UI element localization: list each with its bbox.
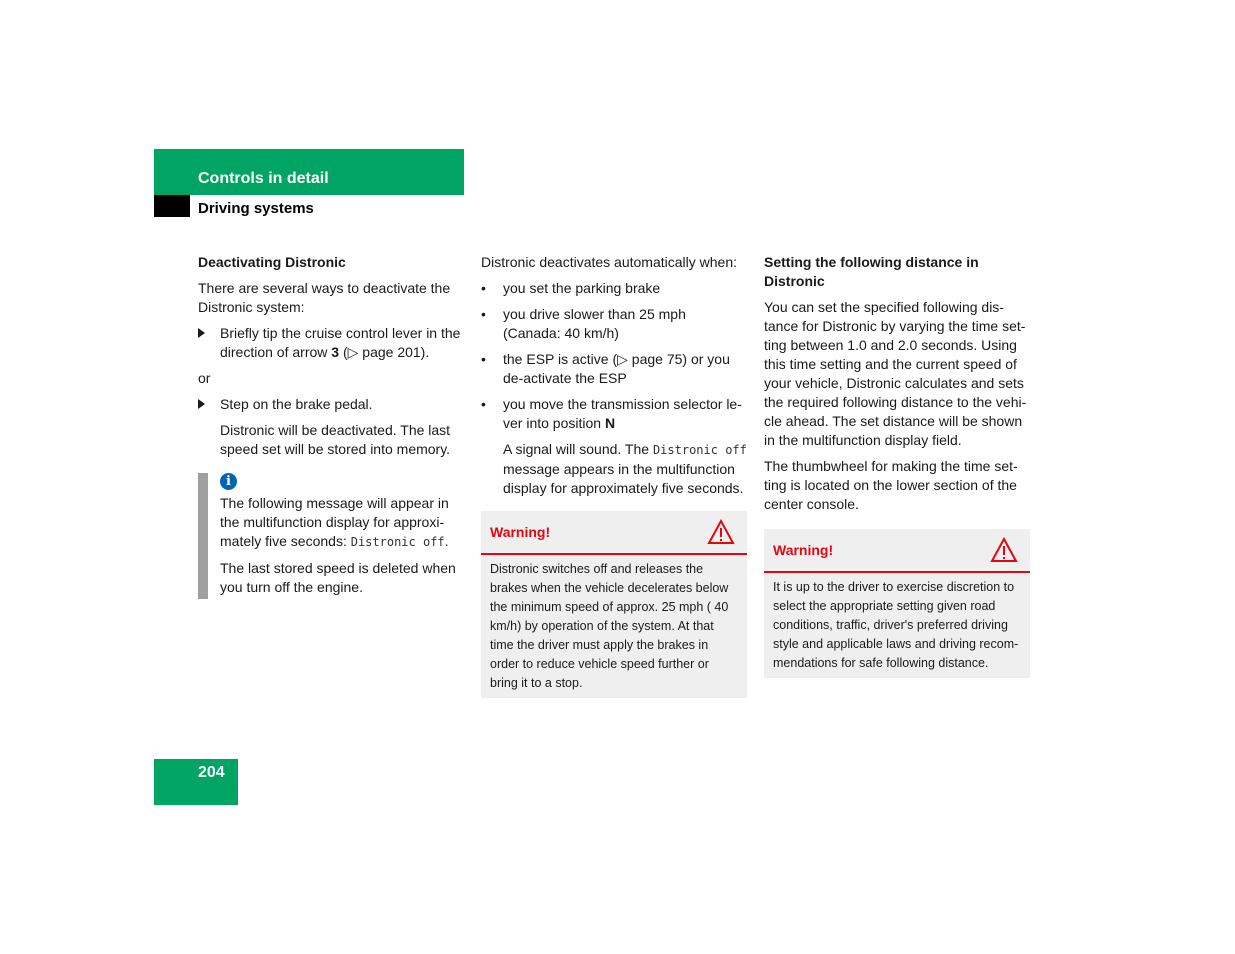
warning-title: Warning! xyxy=(773,542,834,558)
bullet-icon: • xyxy=(481,280,486,296)
bullet-icon: • xyxy=(481,351,486,367)
info-icon: i xyxy=(220,473,237,490)
column-middle xyxy=(481,253,747,698)
triangle-bullet-icon xyxy=(198,395,220,414)
triangle-bullet-icon xyxy=(198,324,220,343)
step-item: Briefly tip the cruise control lever in the direction of arrow 3 (▷ page 201). xyxy=(198,324,464,362)
or-text: or xyxy=(198,370,211,386)
subsection-marker xyxy=(154,195,190,217)
info-box xyxy=(198,473,464,597)
intro-text: Distronic deactivates automatically when: xyxy=(481,254,738,270)
column-right xyxy=(764,253,1030,678)
heading-following-distance: Setting the following distance in Distronic xyxy=(764,254,979,289)
warning-header xyxy=(481,511,747,555)
info-text: The last stored speed is deleted when you turn off the engine. xyxy=(220,560,456,595)
body-text: You can set the specified following dis-tance for Distronic by varying the time set-ting between 1.0 and 2.0 seconds. Using this time setting and the current speed of your vehicle, Distronic calculates and sets the required following distance to the vehi-cle ahead. The set distance will be shown in the multifunction display field. xyxy=(764,299,1027,448)
warning-box xyxy=(481,511,747,698)
info-bar xyxy=(198,473,208,599)
page-number: 204 xyxy=(198,764,225,781)
section-title: Controls in detail xyxy=(198,170,329,187)
display-message: Distronic off xyxy=(652,443,747,457)
warning-title: Warning! xyxy=(490,524,551,540)
bullet-icon: • xyxy=(481,396,486,412)
result-text: Distronic will be deactivated. The last speed set will be stored into memory. xyxy=(220,422,451,457)
subsection-title: Driving systems xyxy=(198,200,314,217)
list-item: • the ESP is active (▷ page 75) or you de-activate the ESP xyxy=(481,351,730,386)
list-item: • you set the parking brake xyxy=(481,280,661,296)
warning-body: Distronic switches off and releases the brakes when the vehicle decelerates below the minimum speed of approx. 25 mph ( 40 km/h) by operation of the system. At that time the driver must apply the brakes in order to reduce vehicle speed further or bring it to a stop. xyxy=(490,562,729,690)
list-item: • you move the transmission selector le-ver into position N xyxy=(481,396,742,431)
intro-text: There are several ways to deactivate the Distronic system: xyxy=(198,280,451,315)
column-left xyxy=(198,253,464,604)
body-text: The thumbwheel for making the time set-ting is located on the lower section of the center console. xyxy=(764,458,1018,512)
signal-text: A signal will sound. The Distronic off message appears in the multifunction display for approximately five seconds. xyxy=(503,441,747,496)
info-text: The following message will appear in the multifunction display for approxi-mately five seconds: Distronic off. xyxy=(220,495,449,549)
warning-triangle-icon xyxy=(707,519,735,545)
warning-box xyxy=(764,529,1030,678)
warning-triangle-icon xyxy=(990,537,1018,563)
warning-header xyxy=(764,529,1030,573)
display-message: Distronic off xyxy=(350,535,445,549)
list-item: • you drive slower than 25 mph (Canada: 40 km/h) xyxy=(481,306,686,341)
page-number-tab xyxy=(154,759,238,805)
step-item: Step on the brake pedal. xyxy=(198,395,464,414)
warning-body: It is up to the driver to exercise discretion to select the appropriate setting given road conditions, traffic, driver's preferred driving style and applicable laws and driving recom-mendations for safe following distance. xyxy=(773,580,1019,670)
heading-deactivating: Deactivating Distronic xyxy=(198,254,346,270)
bullet-icon: • xyxy=(481,306,486,322)
